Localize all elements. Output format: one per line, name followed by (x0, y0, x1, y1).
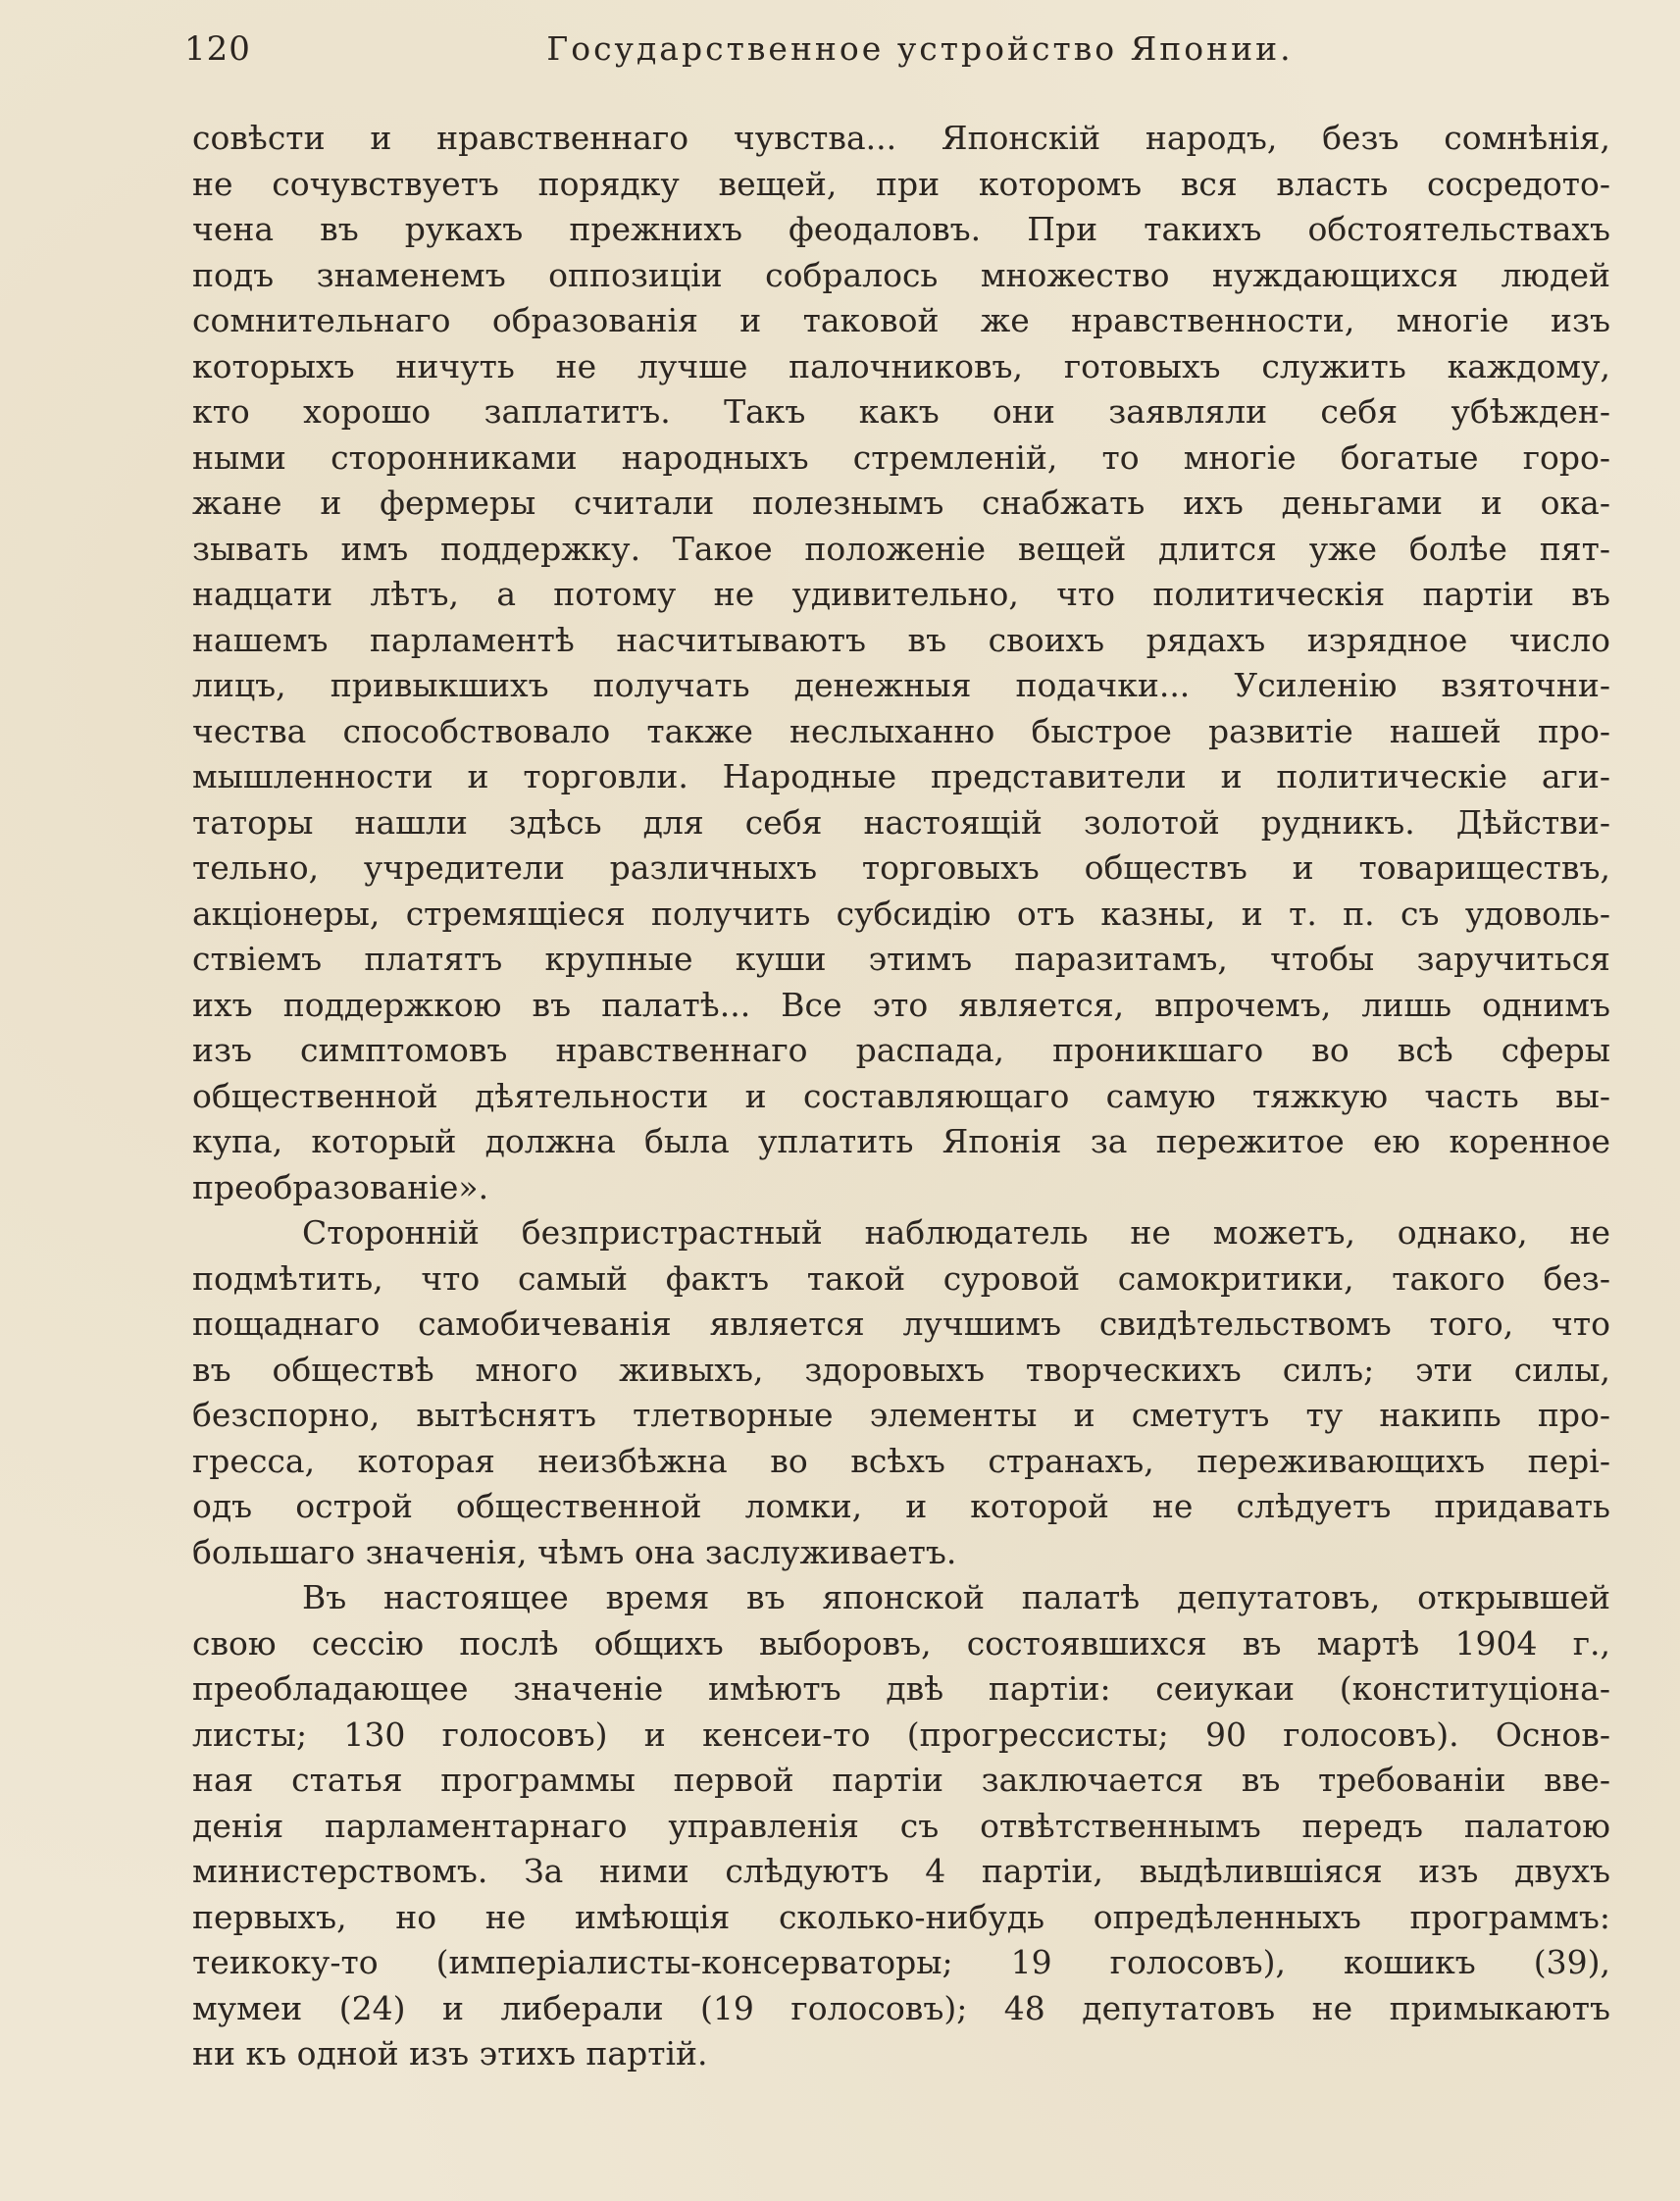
text-line: преобразованіе». (192, 1167, 489, 1206)
text-line: подъ знаменемъ оппозиціи собралось множество нуждающихся людей (192, 255, 1610, 294)
text-line: ихъ поддержкою въ палатѣ... Все это является, впрочемъ, лишь однимъ (192, 985, 1610, 1024)
text-line: первыхъ, но не имѣющія сколько-нибудь опредѣленныхъ программъ: (192, 1897, 1610, 1936)
text-line: надцати лѣтъ, а потому не удивительно, что политическія партіи въ (192, 575, 1610, 613)
text-line: гресса, которая неизбѣжна во всѣхъ странахъ, переживающихъ пері- (192, 1441, 1610, 1480)
text-line: которыхъ ничуть не лучше палочниковъ, готовыхъ служить каждому, (192, 346, 1610, 385)
text-line: ствіемъ платятъ крупные куши этимъ паразитамъ, чтобы заручиться (192, 940, 1610, 978)
text-line: свою сессію послѣ общихъ выборовъ, состоявшихся въ мартѣ 1904 г., (192, 1623, 1610, 1663)
page-number: 120 (184, 29, 251, 69)
running-title: Государственное устройство Японии. (546, 29, 1294, 68)
text-line: Въ настоящее время въ японской палатѣ депутатовъ, открывшей (302, 1578, 1610, 1616)
text-line: денія парламентарнаго управленія съ отвѣтственнымъ передъ палатою (192, 1806, 1610, 1845)
text-line: акціонеры, стремящіеся получить субсидію отъ казны, и т. п. съ удоволь- (192, 894, 1610, 933)
text-line: мумеи (24) и либерали (19 голосовъ); 48 депутатовъ не примыкаютъ (192, 1988, 1610, 2027)
text-line: ными сторонниками народныхъ стремленій, то многіе богатые горо- (192, 437, 1610, 477)
text-line: мышленности и торговли. Народные представители и политическіе аги- (192, 757, 1610, 795)
text-line: общественной дѣятельности и составляющаго самую тяжкую часть вы- (192, 1076, 1610, 1115)
text-line: въ обществѣ много живыхъ, здоровыхъ творческихъ силъ; эти силы, (192, 1350, 1610, 1389)
text-line: одъ острой общественной ломки, и которой не слѣдуетъ придавать (192, 1487, 1610, 1525)
text-line: тельно, учредители различныхъ торговыхъ обществъ и товариществъ, (192, 848, 1610, 887)
text-line: преобладающее значеніе имѣютъ двѣ партіи: сеиукаи (конституціона- (192, 1669, 1610, 1708)
text-line: совѣсти и нравственнаго чувства... Японскій народъ, безъ сомнѣнія, (192, 119, 1610, 157)
text-line: листы; 130 голосовъ) и кенсеи-то (прогрессисты; 90 голосовъ). Основ- (192, 1715, 1610, 1754)
text-line: зывать имъ поддержку. Такое положеніе вещей длится уже болѣе пят- (192, 529, 1610, 568)
text-line: подмѣтить, что самый фактъ такой суровой самокритики, такого без- (192, 1258, 1610, 1298)
text-line: лицъ, привыкшихъ получать денежныя подачки... Усиленію взяточни- (192, 666, 1610, 704)
text-line: ная статья программы первой партіи заключается въ требованіи вве- (192, 1761, 1610, 1799)
text-line: не сочувствуетъ порядку вещей, при которомъ вся власть сосредото- (192, 164, 1610, 203)
text-line: пощаднаго самобичеванія является лучшимъ свидѣтельствомъ того, что (192, 1305, 1610, 1343)
text-line: большаго значенія, чѣмъ она заслуживаетъ. (192, 1532, 957, 1571)
text-line: Сторонній безпристрастный наблюдатель не можетъ, однако, не (302, 1213, 1610, 1252)
paragraph (192, 1575, 1610, 2077)
text-line: безспорно, вытѣснятъ тлетворные элементы и сметутъ ту накипь про- (192, 1396, 1610, 1434)
text-line: купа, который должна была уплатить Японія за пережитое ею коренное (192, 1122, 1610, 1160)
text-line: сомнительнаго образованія и таковой же нравственности, многіе изъ (192, 301, 1610, 339)
text-line: кто хорошо заплатитъ. Такъ какъ они заявляли себя убѣжден- (192, 392, 1610, 431)
text-line: чена въ рукахъ прежнихъ феодаловъ. При такихъ обстоятельствахъ (192, 210, 1610, 248)
text-line: чества способствовало также неслыханно быстрое развитіе нашей про- (192, 711, 1610, 750)
page-header (184, 29, 1616, 84)
text-line: нашемъ парламентѣ насчитываютъ въ своихъ рядахъ изрядное число (192, 620, 1610, 659)
text-line: теикоку-то (имперіалисты-консерваторы; 19 голосовъ), кошикъ (39), (192, 1943, 1610, 1981)
text-line: таторы нашли здѣсь для себя настоящій золотой рудникъ. Дѣйстви- (192, 802, 1610, 842)
text-line: министерствомъ. За ними слѣдуютъ 4 партіи, выдѣлившіяся изъ двухъ (192, 1852, 1610, 1890)
paragraph (192, 116, 1610, 1210)
text-line: жане и фермеры считали полезнымъ снабжать ихъ деньгами и ока- (192, 484, 1610, 522)
text-line: ни къ одной изъ этихъ партій. (192, 2034, 708, 2073)
paragraph (192, 1210, 1610, 1575)
body-text (192, 116, 1610, 2077)
text-line: изъ симптомовъ нравственнаго распада, проникшаго во всѣ сферы (192, 1031, 1610, 1069)
